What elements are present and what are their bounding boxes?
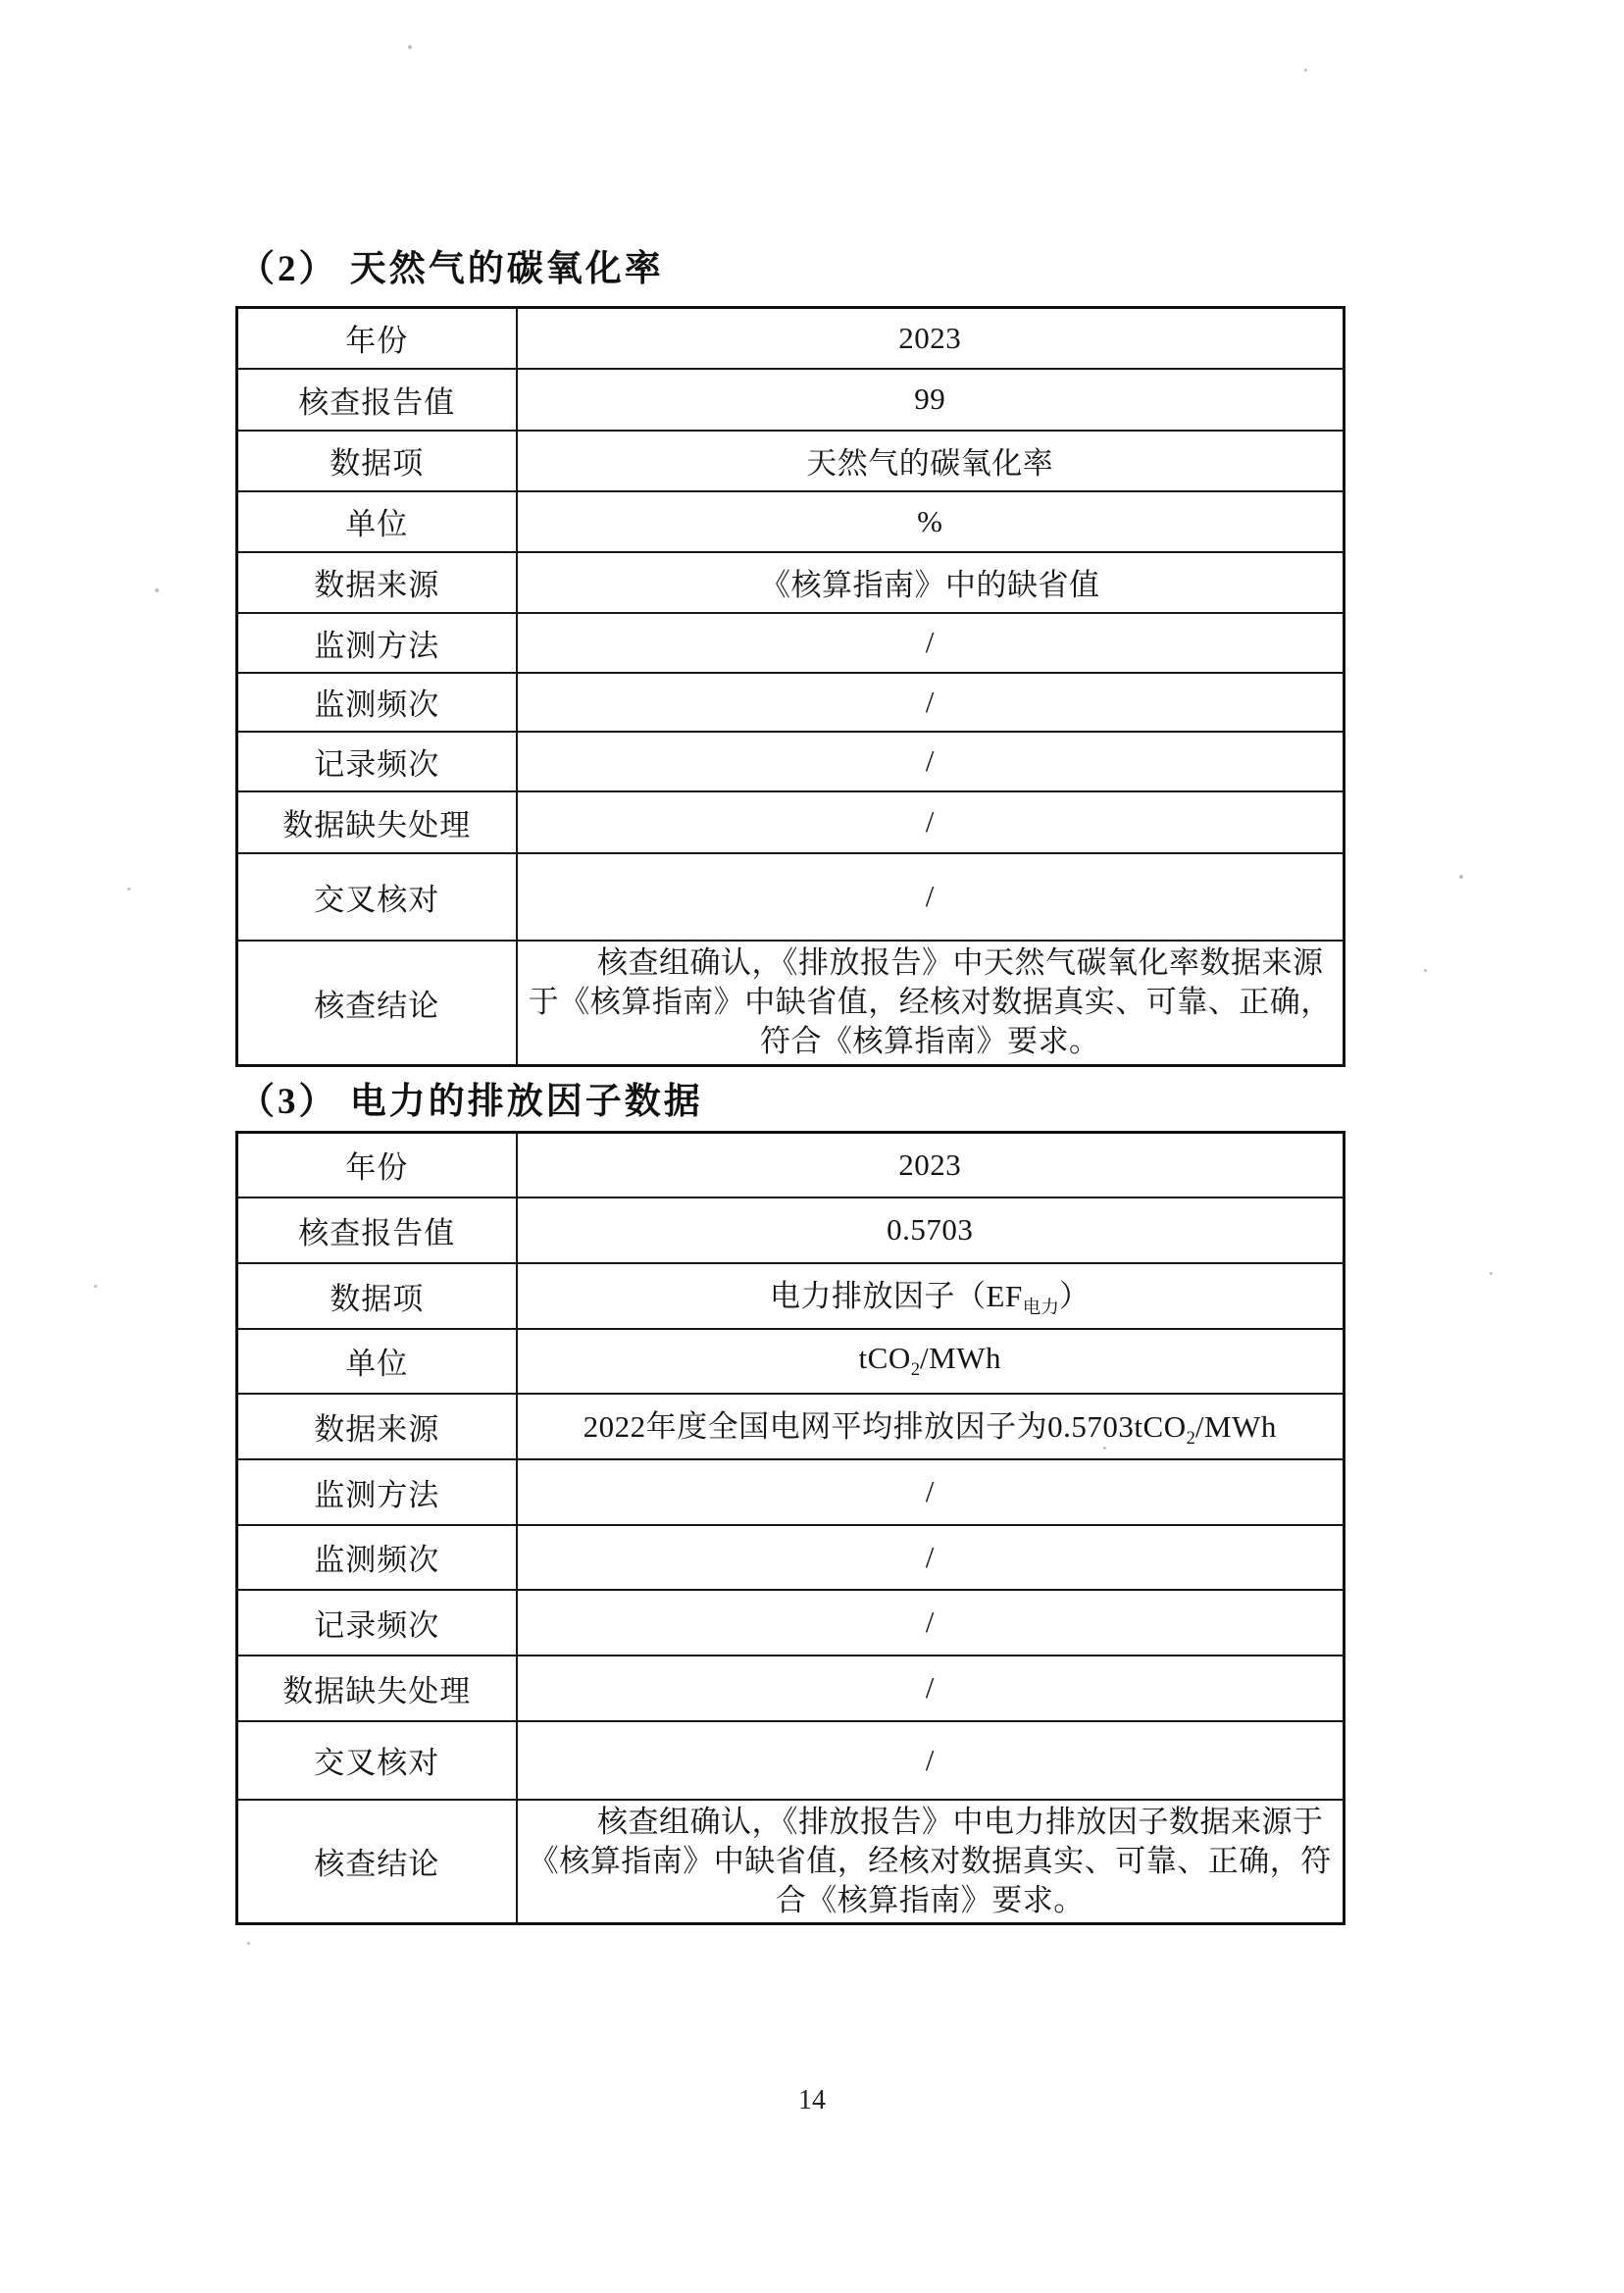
table-row-report-value (237, 369, 1345, 431)
row-value: / (517, 791, 1345, 853)
table-row-data-source (237, 552, 1345, 613)
row-label: 核查结论 (237, 1800, 517, 1924)
scan-speck (1103, 1447, 1106, 1450)
row-label: 记录频次 (237, 1590, 517, 1656)
row-value-conclusion: 核查组确认，《排放报告》中电力排放因子数据来源于《核算指南》中缺省值，经核对数据真实、可靠、正确，符合《核算指南》要求。 (517, 1800, 1345, 1924)
row-label: 数据项 (237, 1263, 517, 1329)
value-subscript: 2 (1186, 1428, 1195, 1450)
power-emission-factor-table (235, 1131, 1345, 1925)
scan-speck (1304, 69, 1307, 72)
table-row-verification-conclusion (237, 941, 1345, 1066)
row-label: 数据来源 (237, 1394, 517, 1459)
table-row-missing-data-handling (237, 1656, 1345, 1721)
row-value: 《核算指南》中的缺省值 (517, 552, 1345, 613)
row-value (517, 1263, 1345, 1329)
row-value: / (517, 1721, 1345, 1800)
row-label: 单位 (237, 491, 517, 552)
table-row-record-frequency (237, 1590, 1345, 1656)
scan-speck (247, 1942, 250, 1945)
row-label: 数据项 (237, 431, 517, 491)
table-row-monitoring-method (237, 1459, 1345, 1525)
table-row-unit (237, 1329, 1345, 1394)
table-row-cross-check (237, 853, 1345, 941)
table-row-data-item (237, 431, 1345, 491)
table-row-report-value (237, 1197, 1345, 1263)
scan-speck (408, 45, 412, 49)
table-row-record-frequency (237, 732, 1345, 791)
table-row-unit (237, 491, 1345, 552)
value-post: /MWh (1194, 1409, 1277, 1445)
value-main: 电力排放因子（EF (770, 1279, 1023, 1314)
section-heading-power-emission-factor: （3） 电力的排放因子数据 (238, 1082, 703, 1122)
row-value: 99 (517, 369, 1345, 431)
row-label: 核查报告值 (237, 1197, 517, 1263)
value-post: ） (1058, 1279, 1091, 1314)
scan-speck (155, 588, 159, 592)
row-value: 2023 (517, 308, 1345, 369)
section-heading-gas-oxidation-rate: （2） 天然气的碳氧化率 (238, 249, 664, 289)
row-value: % (517, 491, 1345, 552)
value-subscript: 电力 (1022, 1298, 1059, 1319)
row-value: 0.5703 (517, 1197, 1345, 1263)
scan-speck (1490, 1272, 1493, 1275)
row-label: 年份 (237, 308, 517, 369)
row-label: 监测频次 (237, 673, 517, 732)
value-main: 2022年度全国电网平均排放因子为0.5703tCO (583, 1409, 1187, 1445)
row-value: / (517, 853, 1345, 941)
value-post: /MWh (920, 1340, 1001, 1375)
row-label: 年份 (237, 1133, 517, 1197)
table-row-monitoring-method (237, 613, 1345, 673)
row-value-conclusion: 核查组确认，《排放报告》中天然气碳氧化率数据来源于《核算指南》中缺省值，经核对数据真实、可靠、正确，符合《核算指南》要求。 (517, 941, 1345, 1066)
row-label: 监测方法 (237, 1459, 517, 1525)
row-value: 天然气的碳氧化率 (517, 431, 1345, 491)
table-row-data-item (237, 1263, 1345, 1329)
row-value: 2023 (517, 1133, 1345, 1197)
table-row-year (237, 1133, 1345, 1197)
row-value (517, 1394, 1345, 1459)
table-row-cross-check (237, 1721, 1345, 1800)
row-value: / (517, 673, 1345, 732)
row-label: 数据缺失处理 (237, 791, 517, 853)
row-value: / (517, 732, 1345, 791)
table-row-verification-conclusion (237, 1800, 1345, 1924)
row-label: 核查结论 (237, 941, 517, 1066)
row-label: 交叉核对 (237, 1721, 517, 1800)
row-label: 监测频次 (237, 1525, 517, 1590)
table-row-monitoring-frequency (237, 673, 1345, 732)
scan-speck (127, 888, 130, 891)
value-main: tCO (858, 1340, 911, 1375)
row-value: / (517, 1590, 1345, 1656)
scan-speck (1424, 969, 1427, 972)
page-number: 14 (798, 2085, 826, 2115)
table-row-year (237, 308, 1345, 369)
scan-speck (1459, 875, 1463, 879)
row-label: 单位 (237, 1329, 517, 1394)
table-row-missing-data-handling (237, 791, 1345, 853)
row-label: 数据来源 (237, 552, 517, 613)
row-label: 核查报告值 (237, 369, 517, 431)
row-value (517, 1329, 1345, 1394)
gas-oxidation-rate-table (235, 306, 1345, 1067)
scan-speck (94, 1285, 97, 1288)
row-value: / (517, 613, 1345, 673)
table-row-monitoring-frequency (237, 1525, 1345, 1590)
row-value: / (517, 1525, 1345, 1590)
row-label: 数据缺失处理 (237, 1656, 517, 1721)
row-label: 交叉核对 (237, 853, 517, 941)
row-value: / (517, 1459, 1345, 1525)
row-label: 记录频次 (237, 732, 517, 791)
row-value: / (517, 1656, 1345, 1721)
row-label: 监测方法 (237, 613, 517, 673)
value-subscript: 2 (910, 1359, 921, 1381)
table-row-data-source (237, 1394, 1345, 1459)
